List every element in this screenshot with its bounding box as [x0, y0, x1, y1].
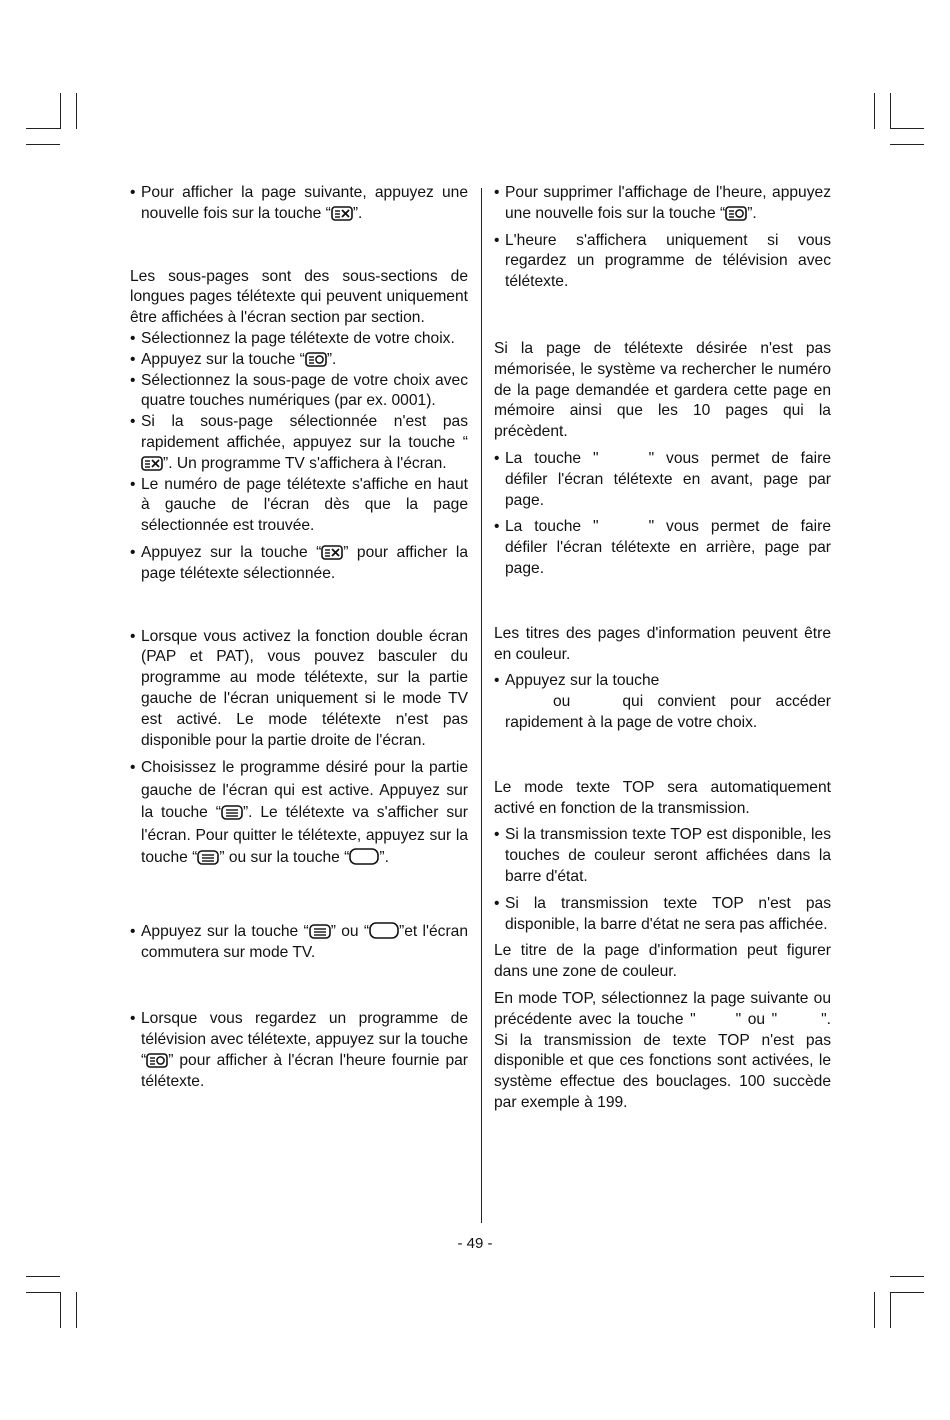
crop-mark: [60, 93, 61, 129]
teletext-icon: [197, 850, 219, 865]
crop-mark: [26, 1276, 60, 1277]
crop-mark: [890, 1292, 891, 1328]
bullet-show-page: • Appuyez sur la touche “ ” pour afficher la page télétexte sélectionnée.: [130, 543, 468, 585]
bullet-page-number: • Le numéro de page télétexte s'affiche en haut à gauche de l'écran dès que la page sélectionnée est trouvée.: [130, 475, 468, 537]
crop-mark: [890, 144, 924, 145]
bullet-hide-time: • Pour supprimer l'affichage de l'heure, appuyez une nouvelle fois sur la touche “ ”.: [494, 183, 831, 225]
bullet-select-subpage: • Sélectionnez la sous-page de votre choix avec quatre touches numériques (par ex. 0001).: [130, 371, 468, 413]
right-column: [494, 183, 831, 1114]
crop-mark: [890, 1276, 924, 1277]
crop-mark: [890, 128, 924, 129]
crop-mark: [890, 93, 891, 129]
crop-mark: [26, 128, 60, 129]
crop-mark: [76, 93, 77, 129]
bullet-subpage-not-shown: • Si la sous-page sélectionnée n'est pas rapidement affichée, appuyez sur la touche “”. Un programme TV s'affichera à l'écran.: [130, 412, 468, 474]
paragraph-top-mode: Le mode texte TOP sera automatiquement activé en fonction de la transmission.: [494, 778, 831, 817]
bullet-show-time: • Lorsque vous regardez un programme de télévision avec télétexte, appuyez sur la touche “ ” pour afficher à l'écran l'heure fournie par télétexte.: [130, 1009, 468, 1092]
page-x-icon: [141, 456, 163, 471]
bullet-double-screen: • Lorsque vous activez la fonction double écran (PAP et PAT), vous pouvez basculer du programme au mode télétexte, sur la partie gauche de l'écran uniquement si le mode TV est activé. Le mode télétexte n'est pas disponible pour la partie droite de l'écran.: [130, 627, 468, 752]
paragraph-title-color: Le titre de la page d'information peut figurer dans une zone de couleur.: [494, 942, 831, 981]
bullet-color-key: • Appuyez sur la touche ou qui convient pour accéder rapidement à la page de votre choix.: [494, 671, 831, 733]
bullet-next-page: • Pour afficher la page suivante, appuyez une nouvelle fois sur la touche “ ”.: [130, 183, 468, 225]
bullet-choose-program: • Choisissez le programme désiré pour la partie gauche de l'écran qui est active. Appuyez sur la touche “ ”. Le télétexte va s'afficher sur l'écran. Pour quitter le télétexte, appuyez sur la touche “ ” ou sur la touche “ ”.: [130, 757, 468, 870]
clock-teletext-icon: [146, 1053, 168, 1068]
bullet-select-page: • Sélectionnez la page télétexte de votre choix.: [130, 329, 468, 350]
page-x-icon: [321, 545, 343, 560]
page-number: - 49 -: [457, 1235, 493, 1252]
clock-teletext-icon: [305, 352, 327, 367]
tv-screen-icon: [349, 848, 379, 865]
crop-mark: [874, 1292, 875, 1328]
teletext-icon: [309, 924, 331, 939]
clock-teletext-icon: [725, 206, 747, 221]
paragraph-titles: Les titres des pages d'information peuvent être en couleur.: [494, 624, 831, 663]
paragraph-top-select: En mode TOP, sélectionnez la page suivante ou précédente avec la touche " " ou " ". Si la transmission de texte TOP n'est pas disponible et que ces fonctions sont activées, le système effectue des bouclages. 100 succède par exemple à 199.: [494, 989, 831, 1111]
bullet-top-unavailable: • Si la transmission texte TOP n'est pas disponible, la barre d'état ne sera pas affichée.: [494, 894, 831, 936]
page-x-icon: [331, 206, 353, 221]
bullet-switch-tv: • Appuyez sur la touche “ ” ou “ ”et l'écran commutera sur mode TV.: [130, 922, 468, 964]
crop-mark: [60, 1292, 61, 1328]
crop-mark: [26, 144, 60, 145]
crop-mark: [26, 1292, 60, 1293]
crop-mark: [890, 1292, 924, 1293]
teletext-icon: [221, 805, 243, 820]
paragraph-memory: Si la page de télétexte désirée n'est pas mémorisée, le système va rechercher le numéro de la page demandée et gardera cette page en mémoire ainsi que les 10 pages qui la précèdent.: [494, 339, 831, 441]
bullet-backward: • La touche " " vous permet de faire défiler l'écran télétexte en arrière, page par page.: [494, 517, 831, 579]
crop-mark: [76, 1292, 77, 1328]
column-divider: [481, 188, 482, 1223]
bullet-forward: • La touche " " vous permet de faire défiler l'écran télétexte en avant, page par page.: [494, 449, 831, 511]
left-column: [130, 183, 468, 1093]
crop-mark: [874, 93, 875, 129]
bullet-press-key: • Appuyez sur la touche “ ”.: [130, 350, 468, 371]
paragraph-subpages: Les sous-pages sont des sous-sections de longues pages télétexte qui peuvent uniquement être affichées à l'écran section par section.: [130, 267, 468, 327]
bullet-top-available: • Si la transmission texte TOP est disponible, les touches de couleur seront affichées dans la barre d'état.: [494, 825, 831, 887]
bullet-time-only: • L'heure s'affichera uniquement si vous regardez un programme de télévision avec télétexte.: [494, 231, 831, 293]
tv-screen-icon: [369, 922, 399, 939]
